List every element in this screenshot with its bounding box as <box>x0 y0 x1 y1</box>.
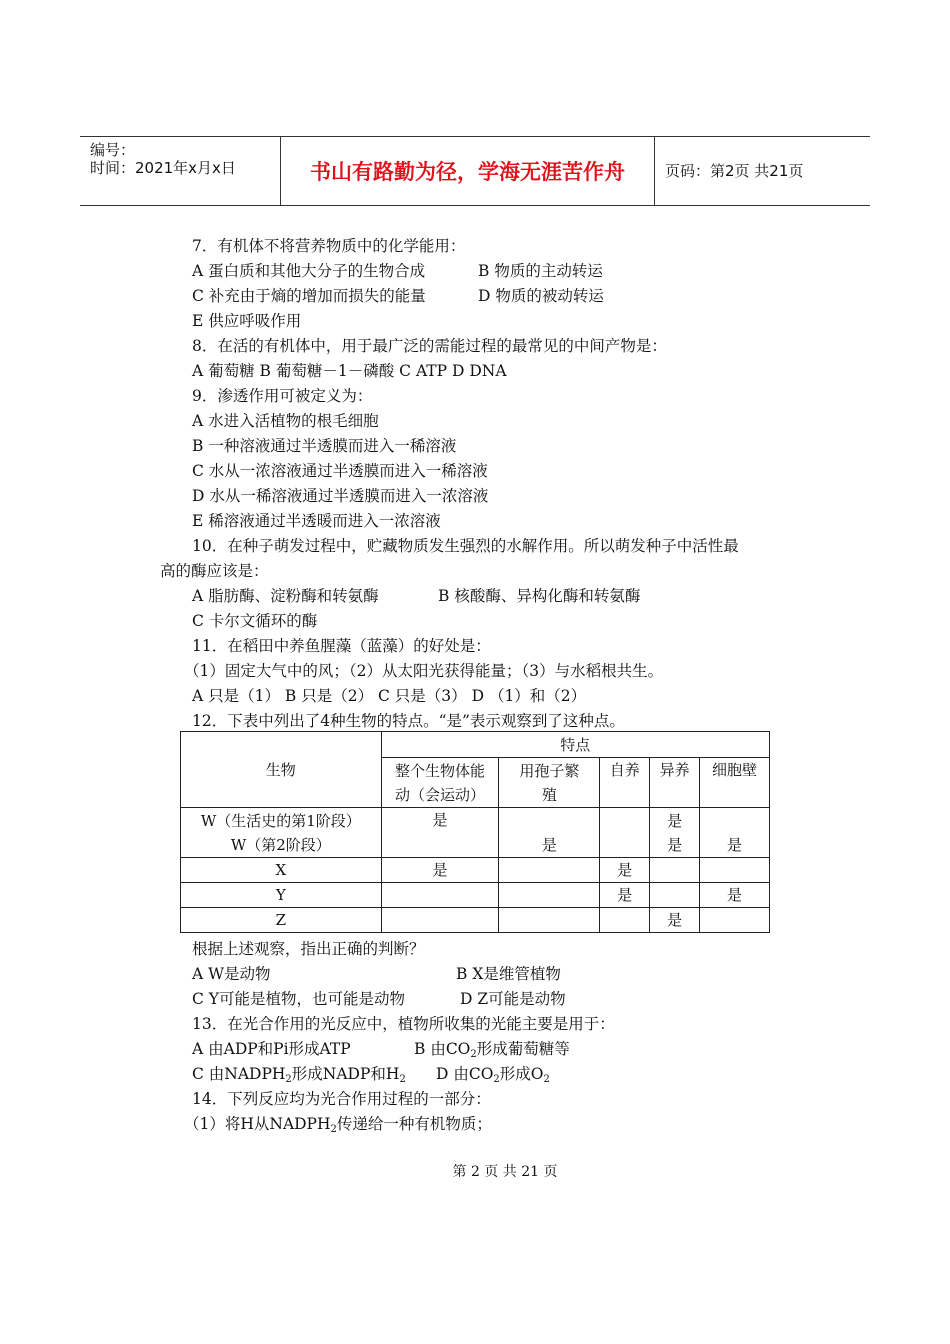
q7-option-e: E 供应呼吸作用 <box>192 312 302 330</box>
q14-item-1: （1）将H从$NADPH_2$传递给一种有机物质； <box>184 1115 492 1135</box>
table-row <box>181 883 770 908</box>
row-w-stage2: W（第2阶段） <box>230 835 331 854</box>
w-heterotroph-yes-1: 是 <box>667 811 683 830</box>
header-features: 特点 <box>381 732 769 758</box>
y-spores-cell <box>499 883 600 908</box>
page-footer: 第 2 页 共 21 页 <box>452 1164 558 1180</box>
z-motile-cell <box>381 908 499 933</box>
y-heterotroph-cell <box>650 883 700 908</box>
q7-option-b: B 物质的主动转运 <box>478 262 603 280</box>
y-cell-wall-cell: 是 <box>700 883 770 908</box>
row-w-label <box>181 808 382 858</box>
q8-stem: 8．在活的有机体中，用于最广泛的需能过程的最常见的中间产物是： <box>192 337 667 355</box>
x-heterotroph-cell <box>650 858 700 883</box>
row-x-label: X <box>181 858 382 883</box>
q9-stem: 9．渗透作用可被定义为： <box>192 387 373 405</box>
w-cell-wall-cell: 是 <box>700 808 770 858</box>
header-motile-line1: 整个生物体能 <box>395 761 486 780</box>
q7-option-a: A 蛋白质和其他大分子的生物合成 <box>192 262 426 280</box>
y-autotroph-cell: 是 <box>600 883 650 908</box>
q9-option-e: E 稀溶液通过半透暖而进入一浓溶液 <box>192 512 441 530</box>
q9-option-b: B 一种溶液通过半透膜而进入一稀溶液 <box>192 437 457 455</box>
header-motile-line2: 动（会运动） <box>395 785 486 804</box>
header-spores-line2: 殖 <box>541 785 557 804</box>
z-autotroph-cell <box>600 908 650 933</box>
header-autotroph: 自养 <box>600 758 650 808</box>
q7-option-d: D 物质的被动转运 <box>478 287 604 305</box>
q7-stem: 7．有机体不将营养物质中的化学能用： <box>192 237 466 255</box>
z-heterotroph-cell: 是 <box>650 908 700 933</box>
organism-features-table <box>180 731 770 933</box>
time-label: 时间：2021年x月x日 <box>90 159 236 177</box>
header-spores <box>499 758 600 808</box>
q13-option-b: B 由$CO_2$形成葡萄糖等 <box>414 1040 570 1060</box>
motto: 书山有路勤为径，学海无涯苦作舟 <box>310 160 625 184</box>
q13-option-c: C 由$NADPH_2$形成NADP和$H_2$ <box>192 1065 406 1085</box>
q13-option-d: D 由$CO_2$形成$O_2$ <box>436 1065 550 1085</box>
header-heterotroph: 异养 <box>650 758 700 808</box>
w-autotroph-cell <box>600 808 650 858</box>
q13-option-a: A 由ADP和Pi形成ATP <box>192 1040 351 1058</box>
q9-option-c: C 水从一浓溶液通过半透膜而进入一稀溶液 <box>192 462 488 480</box>
x-motile-cell: 是 <box>381 858 499 883</box>
x-cell-wall-cell <box>700 858 770 883</box>
page-label: 页码：第2页 共21页 <box>665 162 804 180</box>
q12-stem: 12．下表中列出了4种生物的特点。“是”表示观察到了这种点。 <box>192 712 625 730</box>
table-row <box>181 808 770 858</box>
q10-option-c: C 卡尔文循环的酶 <box>192 612 318 630</box>
q11-options: A 只是（1） B 只是（2） C 只是（3） D （1）和（2） <box>192 687 587 705</box>
q11-stem: 11．在稻田中养鱼腥藻（蓝藻）的好处是： <box>192 637 491 655</box>
q7-option-c: C 补充由于熵的增加而损失的能量 <box>192 287 426 305</box>
row-y-label: Y <box>181 883 382 908</box>
number-label: 编号： <box>90 141 136 159</box>
x-spores-cell <box>499 858 600 883</box>
w-spores-cell: 是 <box>499 808 600 858</box>
q14-stem: 14．下列反应均为光合作用过程的一部分： <box>192 1090 491 1108</box>
q9-option-d: D 水从一稀溶液通过半透膜而进入一浓溶液 <box>192 487 489 505</box>
row-w-stage1: W（生活史的第1阶段） <box>200 811 361 830</box>
header-page-cell <box>655 137 870 205</box>
table-row <box>181 908 770 933</box>
q9-option-a: A 水进入活植物的根毛细胞 <box>192 412 379 430</box>
document-header <box>80 136 870 206</box>
q12-after: 根据上述观察，指出正确的判断？ <box>192 940 425 958</box>
table-row <box>181 858 770 883</box>
w-heterotroph-cell <box>650 808 700 858</box>
q10-option-b: B 核酸酶、异构化酶和转氨酶 <box>438 587 641 605</box>
header-info-cell <box>80 137 281 205</box>
header-cell-wall: 细胞壁 <box>700 758 770 808</box>
q8-options: A 葡萄糖 B 葡萄糖－1－磷酸 C ATP D DNA <box>192 362 507 380</box>
q10-option-a: A 脂肪酶、淀粉酶和转氨酶 <box>192 587 379 605</box>
q12-option-a: A W是动物 <box>192 965 271 983</box>
z-cell-wall-cell <box>700 908 770 933</box>
y-motile-cell <box>381 883 499 908</box>
q12-option-d: D Z可能是动物 <box>460 990 566 1008</box>
x-autotroph-cell: 是 <box>600 858 650 883</box>
header-organism: 生物 <box>181 732 382 808</box>
q12-option-c: C Y可能是植物，也可能是动物 <box>192 990 406 1008</box>
z-spores-cell <box>499 908 600 933</box>
header-motto-cell <box>281 137 655 205</box>
q10-stem-line1: 10．在种子萌发过程中，贮藏物质发生强烈的水解作用。所以萌发种子中活性最 <box>192 537 739 555</box>
q13-stem: 13．在光合作用的光反应中，植物所收集的光能主要是用于： <box>192 1015 615 1033</box>
header-spores-line1: 用孢子繁 <box>519 761 580 780</box>
w-heterotroph-yes-2: 是 <box>667 835 683 854</box>
q12-option-b: B X是维管植物 <box>456 965 561 983</box>
row-z-label: Z <box>181 908 382 933</box>
q11-items: （1）固定大气中的风；（2）从太阳光获得能量；（3）与水稻根共生。 <box>184 662 664 680</box>
header-motile <box>381 758 499 808</box>
q10-stem-line2: 高的酶应该是： <box>160 562 269 580</box>
w-motile-cell: 是 <box>381 808 499 858</box>
